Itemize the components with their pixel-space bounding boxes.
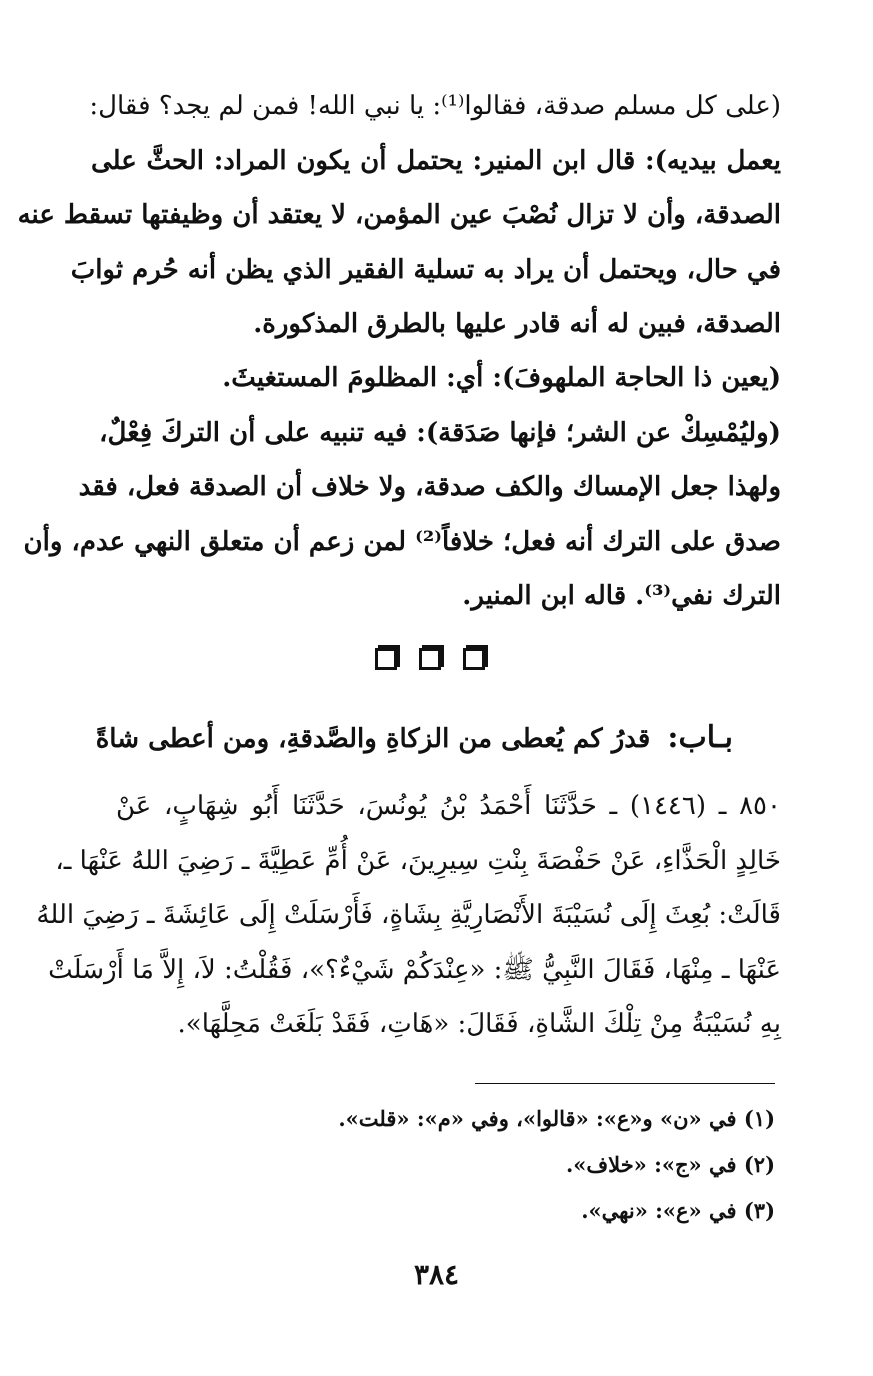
body-line: يعمل بيديه): قال ابن المنير: يحتمل أن يكون المراد: الحثَّ على (91, 146, 781, 176)
body-line: في حال، ويحتمل أن يراد به تسلية الفقير الذي يظن أنه حُرم ثوابَ (70, 255, 781, 285)
footnote: (١) في «ن» و«ع»: «قالوا»، وفي «م»: «قلت». (338, 1106, 775, 1131)
ornament-square-icon (419, 648, 441, 670)
hadith-line: قَالَتْ: بُعِثَ إِلَى نُسَيْبَةَ الأَنْصَارِيَّةِ بِشَاةٍ، فَأَرْسَلَتْ إِلَى عَائِشَةَ ـ رَضِيَ اللهُ (36, 900, 781, 930)
ornament-square-icon (375, 648, 397, 670)
body-line: صدق على الترك أنه فعل؛ خلافاً⁽²⁾ لمن زعم أن متعلق النهي عدم، وأن (23, 527, 781, 557)
body-line: (على كل مسلم صدقة، فقالوا⁽¹⁾: يا نبي الله! فمن لم يجد؟ فقال: (89, 91, 781, 121)
section-separator (375, 648, 485, 678)
hadith-line: عَنْهَا ـ مِنْهَا، فَقَالَ النَّبِيُّ ﷺ: «عِنْدَكُمْ شَيْءٌ؟»، فَقُلْتُ: لاَ، إِلاَّ مَا أَرْسَلَتْ (48, 955, 781, 985)
hadith-line: بِهِ نُسَيْبَةُ مِنْ تِلْكَ الشَّاةِ، فَقَالَ: «هَاتِ، فَقَدْ بَلَغَتْ مَحِلَّهَا». (177, 1009, 781, 1039)
chapter-title: قدرُ كم يُعطى من الزكاةِ والصَّدقةِ، ومن أعطى شاةً (95, 724, 651, 754)
footnote-divider (475, 1083, 775, 1084)
body-line: (يعين ذا الحاجة الملهوفَ): أي: المظلومَ المستغيثَ. (222, 363, 781, 393)
hadith-line: ٨٥٠ ـ (١٤٤٦) ـ حَدَّثَنَا أَحْمَدُ بْنُ يُونُسَ، حَدَّثَنَا أَبُو شِهَابٍ، عَنْ (116, 791, 781, 821)
body-line: الصدقة، وأن لا تزال نُصْبَ عين المؤمن، لا يعتقد أن وظيفتها تسقط عنه (17, 200, 781, 230)
ornament-square-icon (463, 648, 485, 670)
page-number: ٣٨٤ (413, 1258, 460, 1291)
hadith-line: خَالِدٍ الْحَذَّاءِ، عَنْ حَفْصَةَ بِنْتِ سِيرِينَ، عَنْ أُمِّ عَطِيَّةَ ـ رَضِيَ اللهُ عَنْهَا ـ، (55, 846, 781, 876)
chapter-label: بـاب: (667, 720, 733, 755)
body-line: ولهذا جعل الإمساك والكف صدقة، ولا خلاف أن الصدقة فعل، فقد (78, 472, 781, 502)
body-line: الصدقة، فبين له أنه قادر عليها بالطرق المذكورة. (253, 309, 781, 339)
body-line: (وليُمْسِكْ عن الشر؛ فإنها صَدَقة): فيه تنبيه على أن التركَ فِعْلٌ، (99, 418, 781, 448)
footnote: (٣) في «ع»: «نهي». (581, 1198, 775, 1223)
body-line: الترك نفي⁽³⁾. قاله ابن المنير. (462, 581, 781, 611)
footnote: (٢) في «ج»: «خلاف». (565, 1152, 775, 1177)
chapter-heading (96, 718, 733, 759)
